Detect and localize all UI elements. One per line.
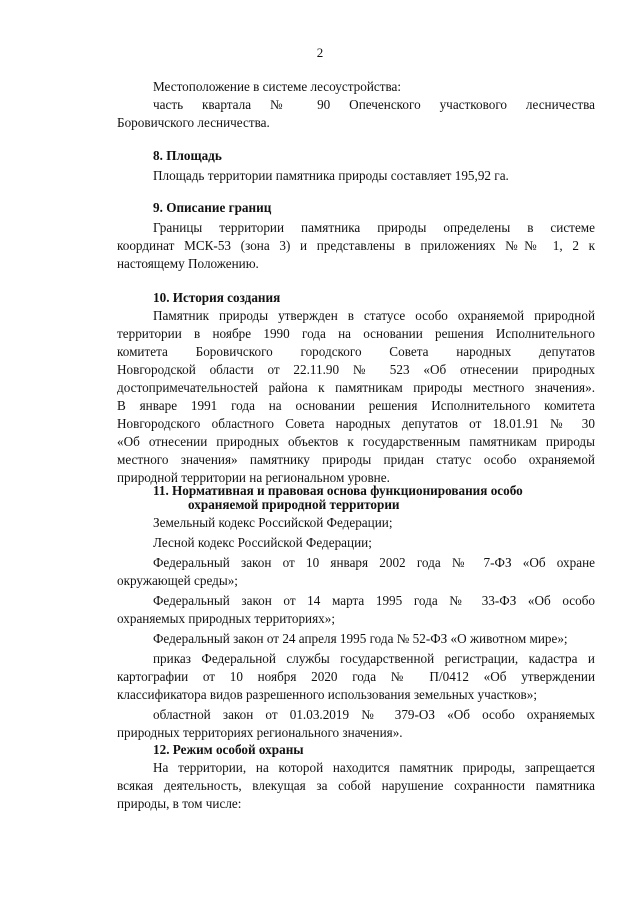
section-11-line: приказ Федеральной службы государственной регистрации, кадастра и: [153, 651, 595, 666]
section-9-line: настоящему Положению.: [117, 256, 259, 271]
section-12-line: всякая деятельность, влекущая за собой нарушение сохранности памятника: [117, 778, 595, 793]
location-line-1: часть квартала № 90 Опеченского участкового лесничества: [153, 97, 595, 112]
section-11-line: окружающей среды»;: [117, 573, 238, 588]
section-11-line: Федеральный закон от 24 апреля 1995 года № 52-ФЗ «О животном мире»;: [153, 631, 568, 646]
section-10-title: 10. История создания: [153, 290, 281, 305]
section-11: [117, 484, 595, 742]
section-10-line: «Об отнесении природных объектов к государственным памятникам природы: [117, 434, 595, 449]
section-9-line: координат МСК-53 (зона 3) и представлены в приложениях №№ 1, 2 к: [117, 238, 595, 253]
section-10-line: В январе 1991 года на основании решения Исполнительного комитета: [117, 398, 595, 413]
section-11-line: Федеральный закон от 10 января 2002 года № 7-ФЗ «Об охране: [153, 555, 595, 570]
section-9-title: 9. Описание границ: [153, 200, 272, 215]
section-11-line: классификатора видов разрешенного использования земельных участков»;: [117, 687, 538, 702]
section-11-line: областной закон от 01.03.2019 № 379-ОЗ «Об особо охраняемых: [153, 707, 595, 722]
section-10-line: комитета Боровичского городского Совета народных депутатов: [117, 344, 595, 359]
section-10-line: Новгородского областного Совета народных депутатов от 18.01.91 № 30: [117, 416, 595, 431]
location-label: Местоположение в системе лесоустройства:: [153, 79, 402, 94]
location-block: [117, 78, 595, 132]
section-11-line: Лесной кодекс Российской Федерации;: [153, 535, 372, 550]
section-10-line: достопримечательностей района к памятникам природы местного значения».: [117, 380, 595, 395]
section-11-line: картографии от 10 ноября 2020 года № П/0412 «Об утверждении: [117, 669, 595, 684]
section-10-line: природной территории на региональном уровне.: [117, 470, 390, 485]
page-number: 2: [316, 45, 324, 60]
section-11-title-line-1: 11. Нормативная и правовая основа функционирования особо: [153, 483, 523, 498]
section-8: [117, 147, 595, 185]
section-12-line: На территории, на которой находится памятник природы, запрещается: [153, 760, 595, 775]
section-10-line: территории в ноябре 1990 года на основании решения Исполнительного: [117, 326, 595, 341]
location-line-2: Боровичского лесничества.: [117, 115, 270, 130]
section-10: [117, 289, 595, 487]
section-8-text: Площадь территории памятника природы составляет 195,92 га.: [153, 168, 509, 183]
section-10-line: Памятник природы утвержден в статусе особо охраняемой природной: [153, 308, 595, 323]
section-11-line: Федеральный закон от 14 марта 1995 года № 33-ФЗ «Об особо: [153, 593, 595, 608]
section-10-line: Новгородской области от 22.11.90 № 523 «Об отнесении природных: [117, 362, 595, 377]
section-11-line: охраняемых природных территориях»;: [117, 611, 336, 626]
section-9-line: Границы территории памятника природы определены в системе: [153, 220, 595, 235]
section-9: [117, 199, 595, 273]
section-10-line: местного значения» памятнику природы придан статус особо охраняемой: [117, 452, 595, 467]
section-11-line: Земельный кодекс Российской Федерации;: [153, 515, 393, 530]
section-12: [117, 741, 595, 813]
section-12-line: природы, в том числе:: [117, 796, 242, 811]
section-12-title: 12. Режим особой охраны: [153, 742, 304, 757]
section-11-line: природных территориях регионального значения».: [117, 725, 403, 740]
section-11-title-line-2: охраняемой природной территории: [188, 497, 400, 512]
section-8-title: 8. Площадь: [153, 148, 222, 163]
